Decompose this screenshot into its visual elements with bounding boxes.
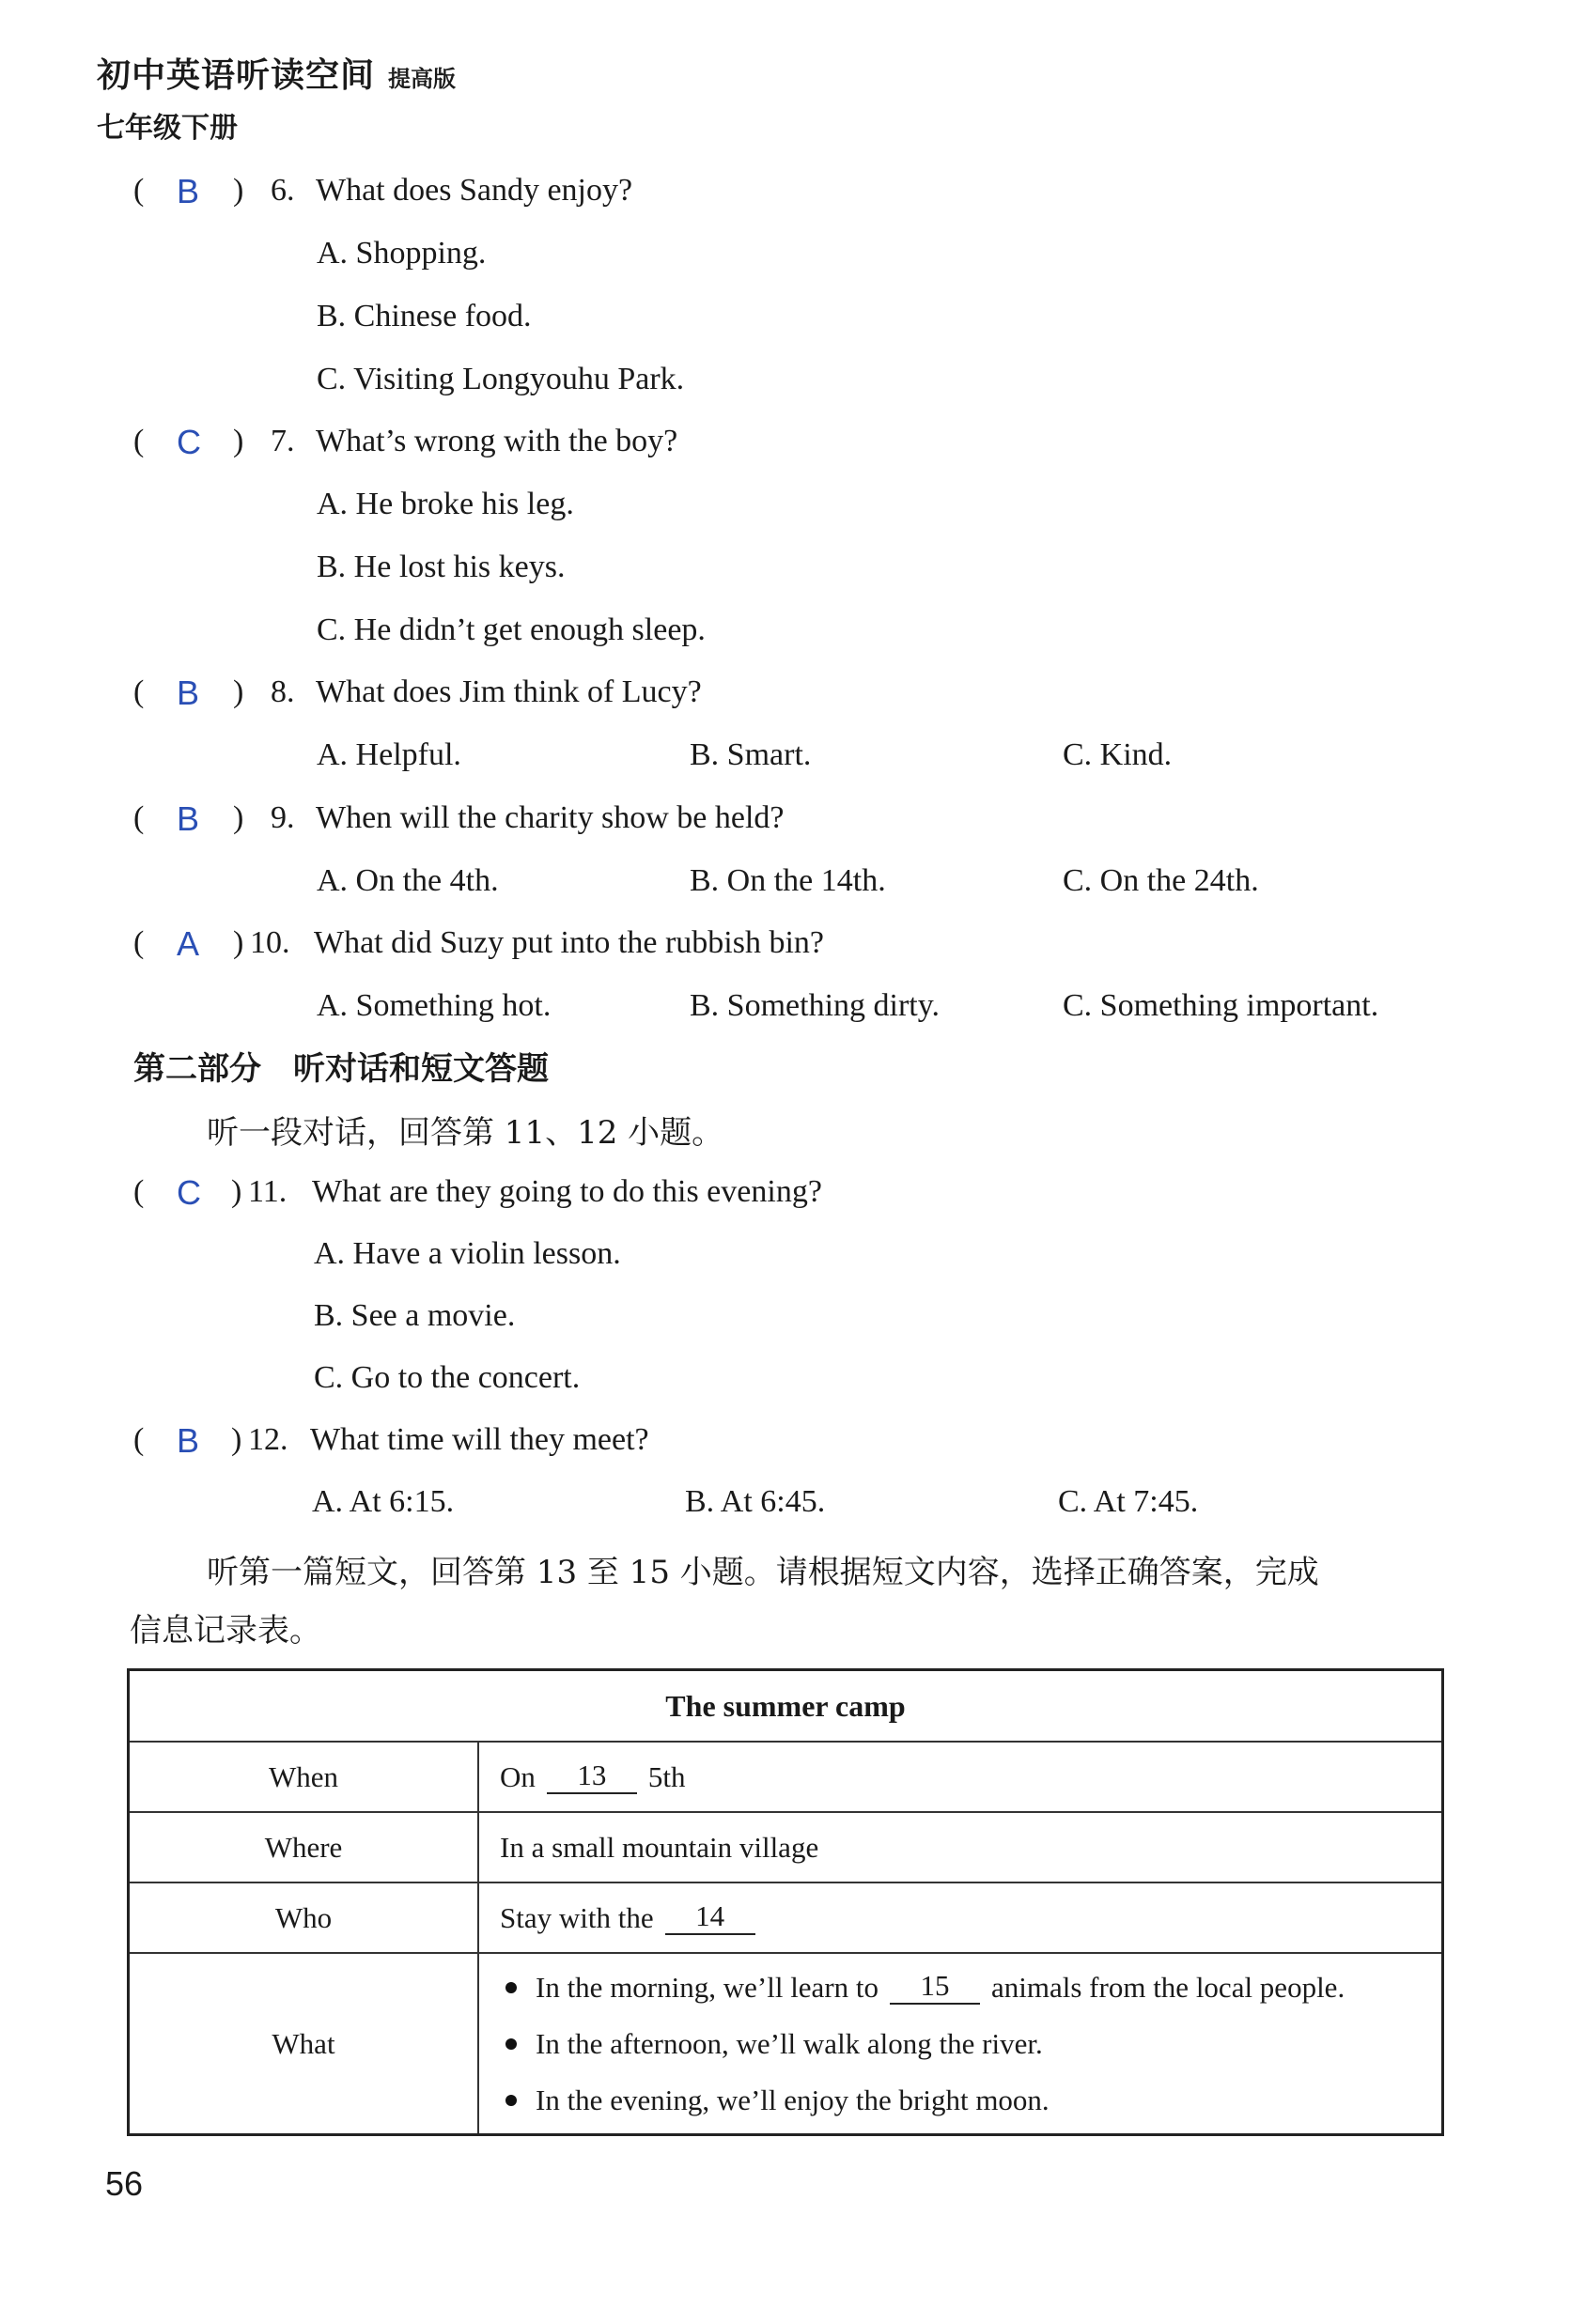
morning-suffix: animals from the local people. — [991, 1970, 1345, 2004]
option-c: C. Kind. — [1063, 737, 1173, 772]
option-b: B. Smart. — [690, 737, 812, 772]
blank-15: 15 — [890, 1970, 980, 2004]
question-stem: When will the charity show be held? — [316, 800, 785, 835]
bullet-icon — [505, 2095, 517, 2106]
book-edition: 提高版 — [388, 66, 457, 92]
option-c: C. At 7:45. — [1058, 1484, 1199, 1519]
afternoon-text: In the afternoon, we’ll walk along the river. — [536, 2026, 1043, 2060]
option-c: C. Visiting Longyouhu Park. — [317, 362, 685, 396]
question-number: 6. — [271, 173, 295, 208]
table-row-what — [130, 1952, 1441, 2133]
paren-close: ) — [233, 173, 244, 208]
table-title: The summer camp — [665, 1688, 906, 1723]
option-a: A. He broke his leg. — [317, 487, 574, 521]
paren-close: ) — [233, 925, 244, 960]
answer-8: B — [177, 674, 200, 712]
question-number: 8. — [271, 674, 295, 709]
question-stem: What’s wrong with the boy? — [316, 424, 678, 458]
option-a: A. Shopping. — [317, 236, 487, 271]
question-stem: What does Sandy enjoy? — [316, 173, 633, 208]
paren-close: ) — [233, 800, 244, 835]
bullet-icon — [505, 1982, 517, 1993]
bullet-icon — [505, 2038, 517, 2050]
paren-open: ( — [133, 173, 145, 208]
book-title: 初中英语听读空间 — [97, 56, 376, 95]
instruction-passage-line1: 听第一篇短文，回答第 13 至 15 小题。请根据短文内容，选择正确答案，完成 — [207, 1554, 1319, 1591]
question-stem: What did Suzy put into the rubbish bin? — [314, 925, 824, 960]
option-b: B. Something dirty. — [690, 988, 941, 1023]
when-prefix: On — [500, 1759, 536, 1793]
option-a: A. Have a violin lesson. — [314, 1236, 621, 1271]
activity-evening — [505, 2072, 1050, 2129]
row-label: What — [130, 1954, 479, 2133]
table-row-where — [130, 1811, 1441, 1882]
when-suffix: 5th — [647, 1759, 686, 1793]
answer-9: B — [177, 799, 200, 838]
row-label: Who — [130, 1883, 479, 1952]
option-b: B. See a movie. — [314, 1298, 516, 1333]
question-number: 12. — [248, 1422, 288, 1457]
option-c: C. He didn’t get enough sleep. — [317, 612, 706, 647]
paren-open: ( — [133, 925, 145, 960]
paren-close: ) — [233, 424, 244, 458]
evening-text: In the evening, we’ll enjoy the bright moon. — [536, 2083, 1050, 2116]
answer-11: C — [177, 1173, 201, 1212]
option-c: C. On the 24th. — [1063, 863, 1259, 898]
question-stem: What are they going to do this evening? — [312, 1174, 822, 1209]
row-label: Where — [130, 1813, 479, 1882]
answer-12: B — [177, 1421, 200, 1460]
paren-open: ( — [133, 674, 145, 709]
activity-afternoon — [505, 2016, 1043, 2072]
paren-close: ) — [231, 1174, 242, 1209]
option-b: B. On the 14th. — [690, 863, 886, 898]
question-number: 7. — [271, 424, 295, 458]
option-c: C. Go to the concert. — [314, 1360, 581, 1395]
instruction-passage-line2: 信息记录表。 — [130, 1612, 321, 1650]
paren-open: ( — [133, 800, 145, 835]
row-value — [479, 1883, 1441, 1952]
table-row-when — [130, 1741, 1441, 1811]
who-prefix: Stay with the — [500, 1900, 654, 1934]
question-number: 9. — [271, 800, 295, 835]
summer-camp-table — [127, 1668, 1444, 2136]
question-stem: What time will they meet? — [310, 1422, 649, 1457]
answer-6: B — [177, 172, 200, 210]
instruction-dialogue: 听一段对话，回答第 11、12 小题。 — [207, 1114, 724, 1152]
page-number: 56 — [105, 2164, 144, 2203]
paren-close: ) — [233, 674, 244, 709]
option-b: B. Chinese food. — [317, 299, 532, 333]
paren-open: ( — [133, 1174, 145, 1209]
row-value — [479, 1743, 1441, 1811]
option-a: A. Something hot. — [317, 988, 552, 1023]
answer-7: C — [177, 423, 201, 461]
activity-morning — [505, 1960, 1345, 2016]
blank-13: 13 — [547, 1759, 637, 1793]
row-label: When — [130, 1743, 479, 1811]
morning-prefix: In the morning, we’ll learn to — [536, 1970, 879, 2004]
paren-close: ) — [231, 1422, 242, 1457]
row-value — [479, 1954, 1441, 2133]
option-b: B. He lost his keys. — [317, 550, 566, 584]
option-a: A. Helpful. — [317, 737, 461, 772]
option-c: C. Something important. — [1063, 988, 1379, 1023]
option-b: B. At 6:45. — [685, 1484, 826, 1519]
book-subtitle: 七年级下册 — [97, 112, 238, 145]
question-number: 11. — [248, 1174, 288, 1209]
answer-10: A — [177, 924, 200, 963]
question-number: 10. — [250, 925, 290, 960]
row-value: In a small mountain village — [500, 1830, 819, 1864]
option-a: A. On the 4th. — [317, 863, 499, 898]
option-a: A. At 6:15. — [312, 1484, 455, 1519]
table-row-who — [130, 1882, 1441, 1952]
paren-open: ( — [133, 424, 145, 458]
paren-open: ( — [133, 1422, 145, 1457]
blank-14: 14 — [665, 1900, 755, 1934]
page-header — [97, 49, 456, 146]
question-stem: What does Jim think of Lucy? — [316, 674, 702, 709]
section-2-title: 第二部分 听对话和短文答题 — [133, 1050, 549, 1088]
